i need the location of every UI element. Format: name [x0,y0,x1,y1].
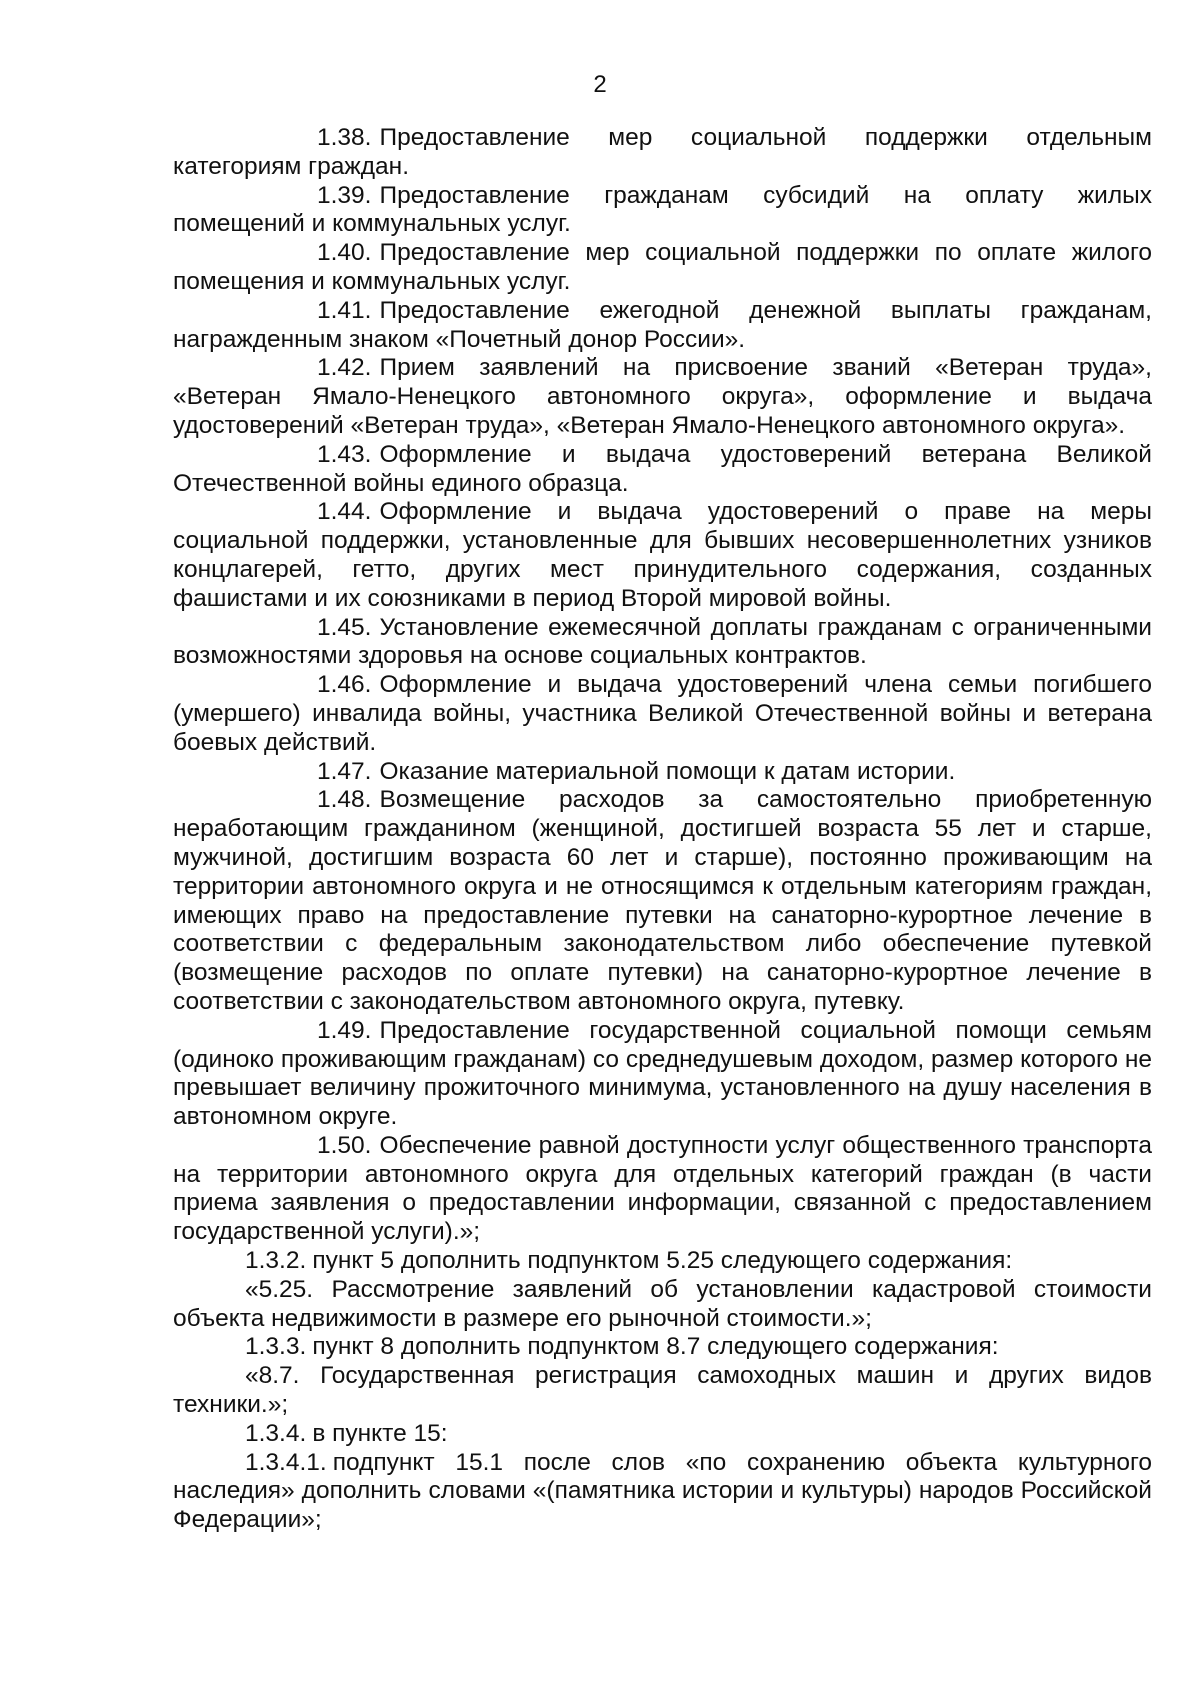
item-number: 1.44. [317,498,372,526]
amendment-text: в пункте 15: [312,1419,448,1447]
item-text: Оформление и выдача удостоверений о праве на меры социальной поддержки, установленные для бывших несовершеннолетних узников концлагерей, гетто, других мест принудительного содержания, созданных фашистами и их союзниками в период Второй мировой войны. [173,498,1152,612]
item-text: Прием заявлений на присвоение званий «Ветеран труда», «Ветеран Ямало-Ненецкого автономного округа», оформление и выдача удостоверений «Ветеран труда», «Ветеран Ямало-Ненецкого автономного округа». [173,354,1152,439]
amendment-quote [173,1362,1152,1420]
item-number: 1.49. [317,1016,372,1044]
item-text: Оформление и выдача удостоверений ветерана Великой Отечественной войны единого образца. [173,440,1152,497]
list-item [173,239,1152,297]
amendment-number: 1.3.4.1. [245,1448,327,1476]
item-number: 1.46. [317,671,372,699]
item-number: 1.45. [317,613,372,641]
list-item [173,671,1152,757]
item-text: Предоставление мер социальной поддержки по оплате жилого помещения и коммунальных услуг. [173,239,1152,295]
amendment-item [173,1247,1152,1276]
item-number: 1.40. [317,239,372,267]
item-number: 1.48. [317,786,372,814]
item-text: Предоставление ежегодной денежной выплаты гражданам, награжденным знаком «Почетный донор России». [173,296,1152,353]
item-number: 1.50. [317,1131,372,1159]
list-item [173,1132,1152,1247]
list-item [173,182,1152,240]
list-item [173,614,1152,672]
list-item [173,786,1152,1016]
amendment-item [173,1449,1152,1535]
list-item [173,297,1152,355]
amendment-text: пункт 5 дополнить подпунктом 5.25 следующего содержания: [312,1247,1013,1275]
list-item [173,758,1152,787]
item-text: Предоставление мер социальной поддержки отдельным категориям граждан. [173,124,1152,180]
amendment-text: «5.25. Рассмотрение заявлений об установлении кадастровой стоимости объекта недвижимости в размере его рыночной стоимости.»; [173,1275,1152,1332]
amendment-text: «8.7. Государственная регистрация самоходных машин и других видов техники.»; [173,1362,1152,1419]
amendment-text: подпункт 15.1 после слов «по сохранению объекта культурного наследия» дополнить словами «(памятника истории и культуры) народов Российской Федерации»; [173,1448,1152,1534]
amendment-item [173,1420,1152,1449]
amendment-text: пункт 8 дополнить подпунктом 8.7 следующего содержания: [312,1333,999,1361]
item-text: Предоставление гражданам субсидий на оплату жилых помещений и коммунальных услуг. [173,181,1152,238]
list-item [173,354,1152,440]
amendment-number: 1.3.2. [245,1247,307,1275]
item-number: 1.41. [317,296,372,324]
amendment-number: 1.3.3. [245,1333,307,1361]
list-item [173,124,1152,182]
item-text: Возмещение расходов за самостоятельно приобретенную неработающим гражданином (женщиной, достигшей возраста 55 лет и старше, мужчиной, достигшим возраста 60 лет и старше), постоянно проживающим на территории автономного округа и не относящимся к отдельным категориям граждан, имеющих право на предоставление путевки на санаторно-курортное лечение в соответствии с федеральным законодательством либо обеспечение путевкой (возмещение расходов по оплате путевки) на санаторно-курортное лечение в соответствии с законодательством автономного округа, путевку. [173,786,1152,1015]
item-text: Установление ежемесячной доплаты гражданам с ограниченными возможностями здоровья на основе социальных контрактов. [173,613,1152,670]
item-number: 1.39. [317,181,372,209]
item-number: 1.38. [317,124,372,151]
amendment-number: 1.3.4. [245,1419,307,1447]
list-item [173,498,1152,613]
amendment-quote [173,1276,1152,1334]
page-number: 2 [593,71,607,98]
list-item [173,1017,1152,1132]
item-text: Предоставление государственной социальной помощи семьям (одиноко проживающим гражданам) со среднедушевым доходом, размер которого не превышает величину прожиточного минимума, установленного на душу населения в автономном округе. [173,1016,1152,1131]
list-item [173,441,1152,499]
document-body [173,124,1152,1535]
item-text: Оформление и выдача удостоверений члена семьи погибшего (умершего) инвалида войны, участника Великой Отечественной войны и ветерана боевых действий. [173,671,1152,756]
item-number: 1.47. [317,757,372,785]
item-number: 1.43. [317,440,372,468]
item-text: Оказание материальной помощи к датам истории. [379,757,956,785]
amendment-item [173,1333,1152,1362]
item-number: 1.42. [317,354,372,382]
item-text: Обеспечение равной доступности услуг общественного транспорта на территории автономного округа для отдельных категорий граждан (в части приема заявления о предоставлении информации, связанной с предоставлением государственной услуги).»; [173,1131,1152,1246]
